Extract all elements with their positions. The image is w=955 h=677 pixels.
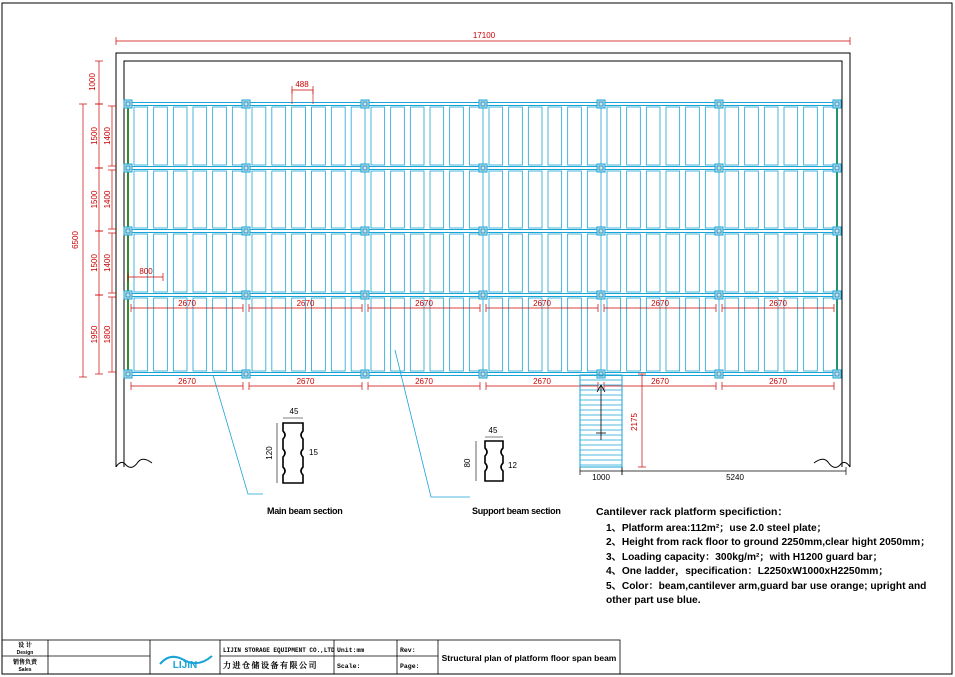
deck-plate [666, 171, 680, 228]
overall-width-label: 17100 [472, 31, 496, 40]
deck-plate [371, 171, 385, 228]
deck-plate [528, 234, 542, 292]
design-en: Design [16, 650, 34, 656]
deck-plate [134, 234, 148, 292]
support-beam-profile [485, 441, 503, 481]
bay-span-dim-label: 2670 [415, 299, 433, 308]
deck-plate [646, 234, 660, 292]
spec-item: 3、Loading capacity：300kg/m²；with H1200 guard bar； [606, 551, 883, 563]
deck-plate [548, 298, 562, 371]
deck-plate [489, 298, 503, 371]
upright-post [479, 100, 487, 108]
deck-plate [646, 107, 660, 165]
deck-plate [804, 298, 818, 371]
deck-plate [705, 171, 719, 228]
deck-plate [351, 107, 365, 165]
scale-label: Scale: [337, 663, 361, 670]
deck-plate [528, 107, 542, 165]
deck-plate [213, 298, 227, 371]
deck-plate [568, 234, 582, 292]
deck-plate [430, 298, 444, 371]
deck-plate [252, 298, 266, 371]
spec-item: 5、Color：beam,cantilever arm,guard bar use orange; upright and other part use blue. [606, 580, 927, 606]
deck-plate [823, 298, 837, 371]
deck-plate [154, 107, 168, 165]
upright-post [833, 227, 841, 235]
deck-plate [725, 107, 739, 165]
ladder [580, 375, 622, 467]
company-cn: 力进仓储设备有限公司 [223, 661, 318, 670]
upright-post [479, 164, 487, 172]
deck-plate [213, 107, 227, 165]
deck-plate [705, 298, 719, 371]
top-offset-label: 1000 [88, 73, 97, 91]
deck-plate [686, 107, 700, 165]
deck-plate [568, 171, 582, 228]
deck-plate [134, 298, 148, 371]
deck-plate [764, 107, 778, 165]
deck-plate [292, 298, 306, 371]
deck-plate [450, 107, 464, 165]
company-logo [160, 656, 212, 671]
deck-plate [272, 107, 286, 165]
deck-plate [173, 107, 187, 165]
deck-plate [469, 234, 483, 292]
deck-plate [173, 234, 187, 292]
deck-plate [391, 107, 405, 165]
support-beam-height: 80 [463, 458, 472, 468]
deck-plate [607, 171, 621, 228]
deck-plate [351, 298, 365, 371]
overall-depth-label: 6500 [71, 231, 80, 249]
deck-plate [371, 298, 385, 371]
deck-plate [745, 107, 759, 165]
upright-post [242, 100, 250, 108]
deck-plate [528, 171, 542, 228]
deck-plate [823, 107, 837, 165]
deck-plate [410, 234, 424, 292]
deck-plate [410, 107, 424, 165]
upright-post [361, 164, 369, 172]
deck-plate [725, 298, 739, 371]
row-pitch-dim-label: 1500 [90, 254, 99, 272]
upright-post [597, 227, 605, 235]
deck-plate [331, 107, 345, 165]
upright-post [242, 164, 250, 172]
deck-plate [607, 107, 621, 165]
upright-post [479, 370, 487, 378]
upright-post [361, 291, 369, 299]
deck-plate [509, 298, 523, 371]
deck-plate [292, 234, 306, 292]
bay-span-dim-label: 2670 [296, 299, 315, 308]
deck-plate [410, 298, 424, 371]
deck-plate [232, 298, 246, 371]
upright-post [124, 370, 132, 378]
deck-plate [627, 107, 641, 165]
main-beam-width: 45 [289, 407, 299, 416]
page-label: Page: [400, 663, 420, 670]
deck-plate [666, 234, 680, 292]
support-beam-lip: 12 [508, 461, 517, 470]
deck-plate [489, 171, 503, 228]
deck-plate [764, 234, 778, 292]
deck-plate [528, 298, 542, 371]
deck-plate [154, 171, 168, 228]
deck-plate [587, 234, 601, 292]
deck-plate [607, 298, 621, 371]
upright-post [361, 227, 369, 235]
ladder-width-label: 1000 [592, 473, 610, 482]
deck-plate [252, 234, 266, 292]
deck-plate [686, 234, 700, 292]
deck-plate [627, 298, 641, 371]
deck-plate [469, 171, 483, 228]
main-beam-height: 120 [265, 446, 274, 460]
deck-plate [509, 234, 523, 292]
plate-width-label: 488 [295, 80, 309, 89]
spec-item: 1、Platform area:112m²；use 2.0 steel plate； [606, 522, 827, 534]
deck-plate [331, 234, 345, 292]
ladder-length-label: 2175 [630, 413, 639, 431]
bay-span-dim-label: 2670 [178, 299, 196, 308]
bay-span-lower-dim-label: 2670 [296, 377, 315, 386]
deck-plate [351, 171, 365, 228]
deck-plate [646, 298, 660, 371]
deck-plate [272, 298, 286, 371]
drawing-title: Structural plan of platform floor span beam [441, 653, 617, 663]
deck-plate [312, 298, 326, 371]
upright-post [124, 291, 132, 299]
row-inner-dim-label: 1400 [103, 127, 112, 145]
deck-plate [568, 107, 582, 165]
deck-plate [312, 107, 326, 165]
deck-plate [193, 298, 207, 371]
bay-span-dim-label: 2670 [533, 299, 551, 308]
row-pitch-dim-label: 1500 [90, 127, 99, 145]
platform-grid [124, 100, 841, 378]
support-beam-caption: Support beam section [472, 506, 561, 516]
bay-span-dim-label: 2670 [651, 299, 669, 308]
deck-plate [430, 107, 444, 165]
specification-notes [596, 505, 941, 609]
upright-post [597, 370, 605, 378]
rev-label: Rev: [400, 647, 416, 654]
row-inner-dim-label: 1800 [103, 325, 112, 344]
row-pitch-dim-label: 1950 [90, 325, 99, 344]
deck-plate [134, 171, 148, 228]
deck-plate [764, 298, 778, 371]
deck-plate [292, 171, 306, 228]
upright-post [833, 100, 841, 108]
sales-en: Sales [18, 667, 32, 673]
main-beam-profile [283, 423, 303, 483]
cantilever-label: 800 [139, 267, 153, 276]
deck-plate [450, 234, 464, 292]
deck-plate [725, 171, 739, 228]
upright-post [715, 100, 723, 108]
upright-post [242, 291, 250, 299]
deck-plate [312, 171, 326, 228]
deck-plate [548, 234, 562, 292]
support-beam-width: 45 [488, 426, 498, 435]
logo-text: LIJIN [172, 660, 198, 671]
deck-plate [745, 171, 759, 228]
upright-post [833, 291, 841, 299]
bay-span-lower-dim-label: 2670 [769, 377, 787, 386]
deck-plate [784, 298, 798, 371]
deck-plate [823, 171, 837, 228]
deck-plate [193, 234, 207, 292]
row-inner-dim-label: 1400 [103, 254, 112, 272]
deck-plate [627, 234, 641, 292]
bay-span-lower-dim-label: 2670 [415, 377, 433, 386]
deck-plate [686, 171, 700, 228]
deck-plate [764, 171, 778, 228]
deck-plate [232, 107, 246, 165]
upright-post [833, 370, 841, 378]
deck-plate [134, 107, 148, 165]
deck-plate [804, 107, 818, 165]
deck-plate [272, 234, 286, 292]
deck-plate [371, 234, 385, 292]
design-cn: 设 计 [18, 643, 32, 649]
deck-plate [568, 298, 582, 371]
row-inner-dim-label: 1400 [103, 190, 112, 209]
upright-post [597, 291, 605, 299]
deck-plate [804, 234, 818, 292]
deck-plate [548, 171, 562, 228]
deck-plate [252, 107, 266, 165]
sales-cn: 销售负责 [12, 660, 38, 666]
deck-plate [489, 107, 503, 165]
bay-span-dim-label: 2670 [769, 299, 787, 308]
deck-plate [666, 298, 680, 371]
ladder-offset-label: 5240 [726, 473, 744, 482]
deck-plate [213, 234, 227, 292]
deck-plate [469, 298, 483, 371]
upright-post [715, 291, 723, 299]
deck-plate [784, 107, 798, 165]
deck-plate [666, 107, 680, 165]
deck-plate [252, 171, 266, 228]
deck-plate [391, 171, 405, 228]
deck-plate [509, 107, 523, 165]
bay-span-lower-dim-label: 2670 [533, 377, 551, 386]
deck-plate [784, 171, 798, 228]
deck-plate [430, 234, 444, 292]
deck-plate [351, 234, 365, 292]
bay-span-lower-dim-label: 2670 [178, 377, 196, 386]
deck-plate [232, 234, 246, 292]
deck-plate [469, 107, 483, 165]
upright-post [124, 100, 132, 108]
deck-plate [607, 234, 621, 292]
upright-post [597, 164, 605, 172]
upright-post [124, 227, 132, 235]
upright-post [242, 370, 250, 378]
row-pitch-dim-label: 1500 [90, 190, 99, 209]
deck-plate [627, 171, 641, 228]
deck-plate [312, 234, 326, 292]
deck-plate [193, 171, 207, 228]
deck-plate [587, 298, 601, 371]
deck-plate [745, 234, 759, 292]
spec-item: 4、One ladder，specification：L2250xW1000xH2250mm； [606, 566, 889, 577]
deck-plate [725, 234, 739, 292]
deck-plate [154, 234, 168, 292]
deck-plate [193, 107, 207, 165]
deck-plate [823, 234, 837, 292]
upright-post [715, 370, 723, 378]
deck-plate [705, 234, 719, 292]
upright-post [597, 100, 605, 108]
deck-plate [745, 298, 759, 371]
deck-plate [450, 171, 464, 228]
spec-title: Cantilever rack platform specifiction： [596, 506, 788, 518]
upright-post [124, 164, 132, 172]
main-beam-caption: Main beam section [267, 506, 343, 516]
main-beam-lip: 15 [309, 448, 318, 457]
company-en: LIJIN STORAGE EQUIPMENT CO.,LTD [223, 647, 335, 654]
deck-plate [509, 171, 523, 228]
upright-post [361, 100, 369, 108]
deck-plate [272, 171, 286, 228]
bay-span-lower-dim-label: 2670 [651, 377, 669, 386]
spec-item: 2、Height from rack floor to ground 2250mm,clear hight 2050mm； [606, 537, 931, 548]
deck-plate [391, 234, 405, 292]
deck-plate [686, 298, 700, 371]
deck-plate [232, 171, 246, 228]
deck-plate [213, 171, 227, 228]
upright-post [715, 164, 723, 172]
upright-post [361, 370, 369, 378]
deck-plate [410, 171, 424, 228]
upright-post [715, 227, 723, 235]
deck-plate [450, 298, 464, 371]
deck-plate [489, 234, 503, 292]
deck-plate [173, 298, 187, 371]
upright-post [479, 291, 487, 299]
deck-plate [154, 298, 168, 371]
deck-plate [548, 107, 562, 165]
upright-post [479, 227, 487, 235]
deck-plate [430, 171, 444, 228]
deck-plate [331, 171, 345, 228]
deck-plate [292, 107, 306, 165]
deck-plate [371, 107, 385, 165]
unit-label: Unit:mm [337, 647, 365, 654]
deck-plate [705, 107, 719, 165]
deck-plate [804, 171, 818, 228]
upright-post [242, 227, 250, 235]
deck-plate [331, 298, 345, 371]
deck-plate [587, 171, 601, 228]
upright-post [833, 164, 841, 172]
deck-plate [587, 107, 601, 165]
deck-plate [784, 234, 798, 292]
deck-plate [646, 171, 660, 228]
deck-plate [173, 171, 187, 228]
